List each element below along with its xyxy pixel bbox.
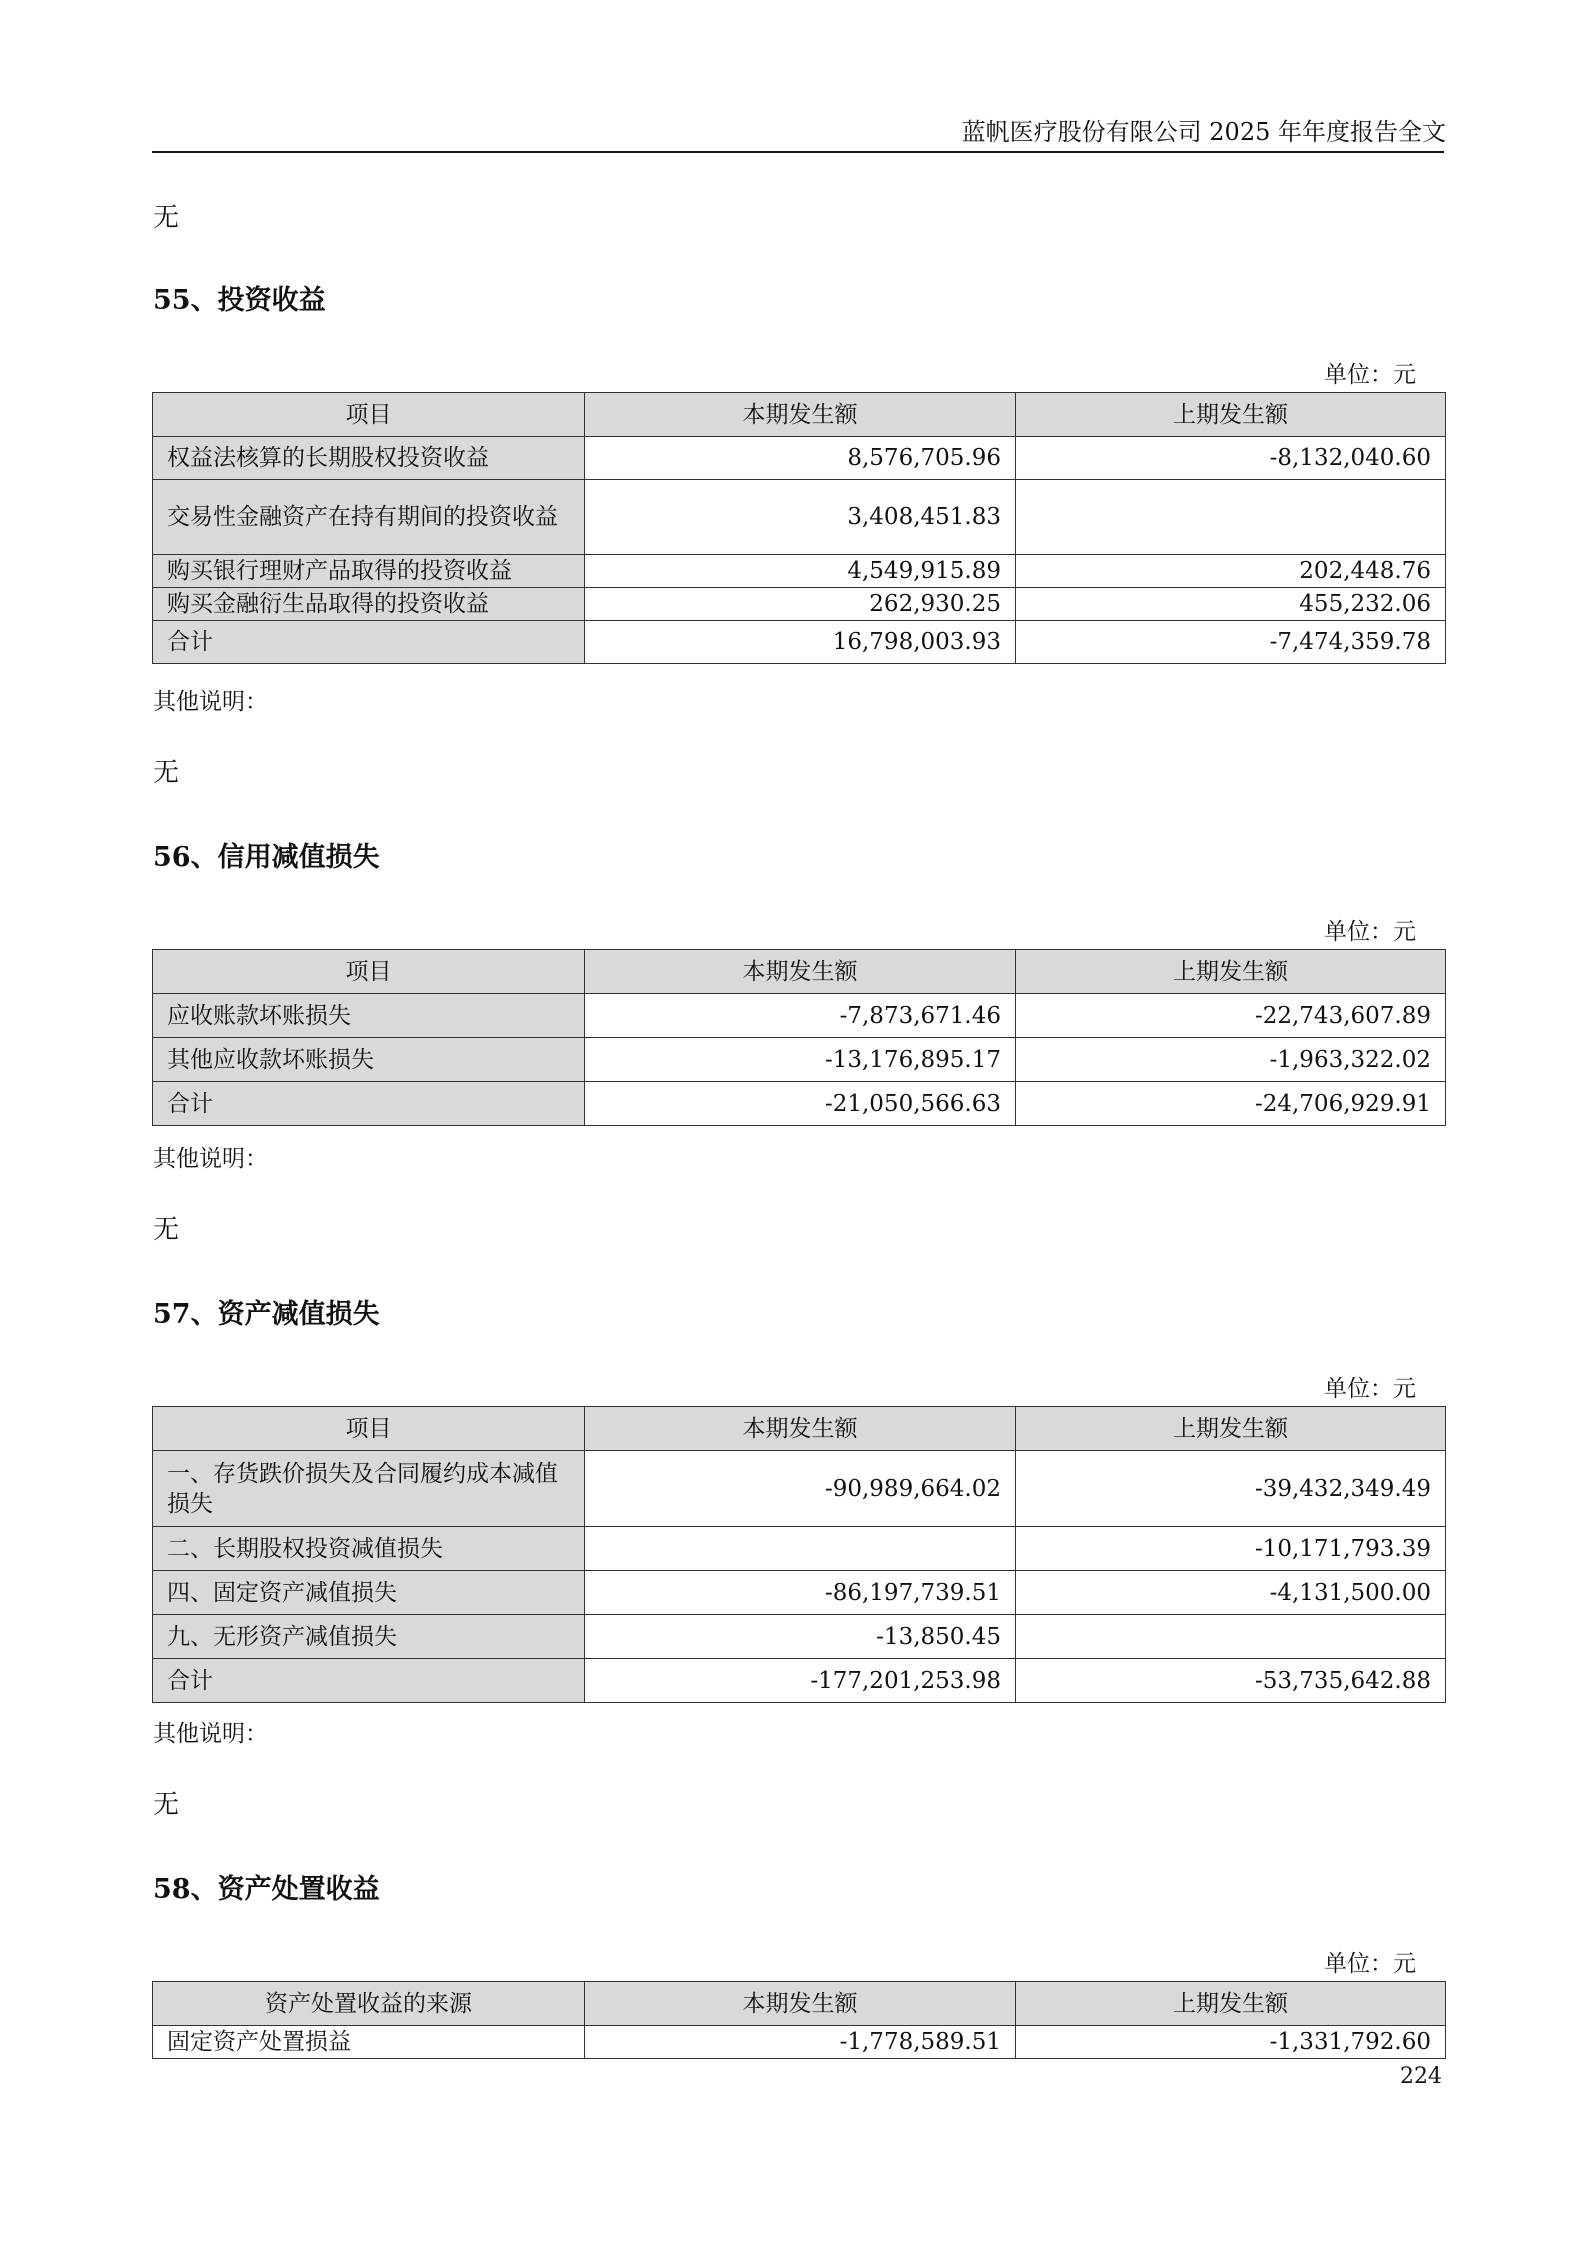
other-notes-label-57: 其他说明： (153, 1721, 268, 1747)
column-header-item: 项目 (153, 393, 585, 437)
table-row (153, 2026, 1446, 2059)
row-item-label: 权益法核算的长期股权投资收益 (153, 437, 585, 480)
row-item-label: 合计 (153, 1659, 585, 1703)
column-header-prior: 上期发生额 (1016, 950, 1446, 994)
top-note-none: 无 (153, 203, 180, 233)
column-header-current: 本期发生额 (585, 950, 1016, 994)
header-divider (152, 151, 1444, 153)
table-row (153, 437, 1446, 480)
prior-period-value: 202,448.76 (1016, 555, 1446, 588)
table-row (153, 1615, 1446, 1659)
column-header-item: 项目 (153, 950, 585, 994)
row-item-label: 四、固定资产减值损失 (153, 1571, 585, 1615)
prior-period-value (1016, 480, 1446, 555)
prior-period-value: -53,735,642.88 (1016, 1659, 1446, 1703)
unit-label-56: 单位：元 (1324, 919, 1416, 945)
current-period-value: -13,176,895.17 (585, 1038, 1016, 1082)
table-row (153, 480, 1446, 555)
table-header-row (153, 393, 1446, 437)
column-header-prior: 上期发生额 (1016, 1407, 1446, 1451)
section-heading-55: 55、投资收益 (153, 285, 326, 316)
prior-period-value: -24,706,929.91 (1016, 1082, 1446, 1126)
section-heading-56: 56、信用减值损失 (153, 842, 380, 873)
row-item-label: 应收账款坏账损失 (153, 994, 585, 1038)
column-header-current: 本期发生额 (585, 1982, 1016, 2026)
current-period-value: 4,549,915.89 (585, 555, 1016, 588)
current-period-value: -1,778,589.51 (585, 2026, 1016, 2059)
other-notes-text-57: 无 (153, 1790, 180, 1820)
prior-period-value: -10,171,793.39 (1016, 1527, 1446, 1571)
table-row (153, 555, 1446, 588)
table-header-row (153, 1407, 1446, 1451)
row-item-label: 合计 (153, 1082, 585, 1126)
other-notes-label-55: 其他说明： (153, 689, 268, 715)
column-header-prior: 上期发生额 (1016, 1982, 1446, 2026)
unit-label-57: 单位：元 (1324, 1376, 1416, 1402)
table-header-row (153, 1982, 1446, 2026)
current-period-value (585, 1527, 1016, 1571)
prior-period-value: -7,474,359.78 (1016, 621, 1446, 664)
asset-disposal-income-table (152, 1981, 1446, 2059)
prior-period-value (1016, 1615, 1446, 1659)
report-header-title: 蓝帆医疗股份有限公司 2025 年年度报告全文 (961, 118, 1446, 146)
row-item-label: 购买银行理财产品取得的投资收益 (153, 555, 585, 588)
investment-income-table (152, 392, 1446, 664)
current-period-value: -7,873,671.46 (585, 994, 1016, 1038)
table-total-row (153, 621, 1446, 664)
row-item-label: 交易性金融资产在持有期间的投资收益 (153, 480, 585, 555)
section-heading-57: 57、资产减值损失 (153, 1299, 380, 1330)
table-row (153, 1038, 1446, 1082)
current-period-value: -13,850.45 (585, 1615, 1016, 1659)
current-period-value: -21,050,566.63 (585, 1082, 1016, 1126)
prior-period-value: -4,131,500.00 (1016, 1571, 1446, 1615)
column-header-item: 项目 (153, 1407, 585, 1451)
prior-period-value: -22,743,607.89 (1016, 994, 1446, 1038)
prior-period-value: -1,331,792.60 (1016, 2026, 1446, 2059)
row-item-label: 合计 (153, 621, 585, 664)
unit-label-55: 单位：元 (1324, 362, 1416, 388)
current-period-value: -86,197,739.51 (585, 1571, 1016, 1615)
page-number: 224 (1400, 2064, 1442, 2089)
current-period-value: 3,408,451.83 (585, 480, 1016, 555)
column-header-prior: 上期发生额 (1016, 393, 1446, 437)
section-heading-58: 58、资产处置收益 (153, 1874, 380, 1905)
current-period-value: -177,201,253.98 (585, 1659, 1016, 1703)
current-period-value: 16,798,003.93 (585, 621, 1016, 664)
unit-label-58: 单位：元 (1324, 1951, 1416, 1977)
other-notes-text-56: 无 (153, 1215, 180, 1245)
other-notes-label-56: 其他说明： (153, 1146, 268, 1172)
current-period-value: -90,989,664.02 (585, 1451, 1016, 1527)
table-row (153, 994, 1446, 1038)
column-header-current: 本期发生额 (585, 393, 1016, 437)
asset-impairment-table (152, 1406, 1446, 1703)
table-total-row (153, 1659, 1446, 1703)
prior-period-value: -8,132,040.60 (1016, 437, 1446, 480)
prior-period-value: 455,232.06 (1016, 588, 1446, 621)
table-header-row (153, 950, 1446, 994)
prior-period-value: -39,432,349.49 (1016, 1451, 1446, 1527)
other-notes-text-55: 无 (153, 758, 180, 788)
column-header-current: 本期发生额 (585, 1407, 1016, 1451)
row-item-label: 九、无形资产减值损失 (153, 1615, 585, 1659)
row-item-label: 固定资产处置损益 (153, 2026, 585, 2059)
table-total-row (153, 1082, 1446, 1126)
row-item-label: 购买金融衍生品取得的投资收益 (153, 588, 585, 621)
row-item-label: 一、存货跌价损失及合同履约成本减值损失 (153, 1451, 585, 1527)
table-row (153, 588, 1446, 621)
row-item-label: 二、长期股权投资减值损失 (153, 1527, 585, 1571)
table-row (153, 1451, 1446, 1527)
row-item-label: 其他应收款坏账损失 (153, 1038, 585, 1082)
column-header-source: 资产处置收益的来源 (153, 1982, 585, 2026)
current-period-value: 262,930.25 (585, 588, 1016, 621)
table-row (153, 1571, 1446, 1615)
prior-period-value: -1,963,322.02 (1016, 1038, 1446, 1082)
current-period-value: 8,576,705.96 (585, 437, 1016, 480)
credit-impairment-table (152, 949, 1446, 1126)
table-row (153, 1527, 1446, 1571)
